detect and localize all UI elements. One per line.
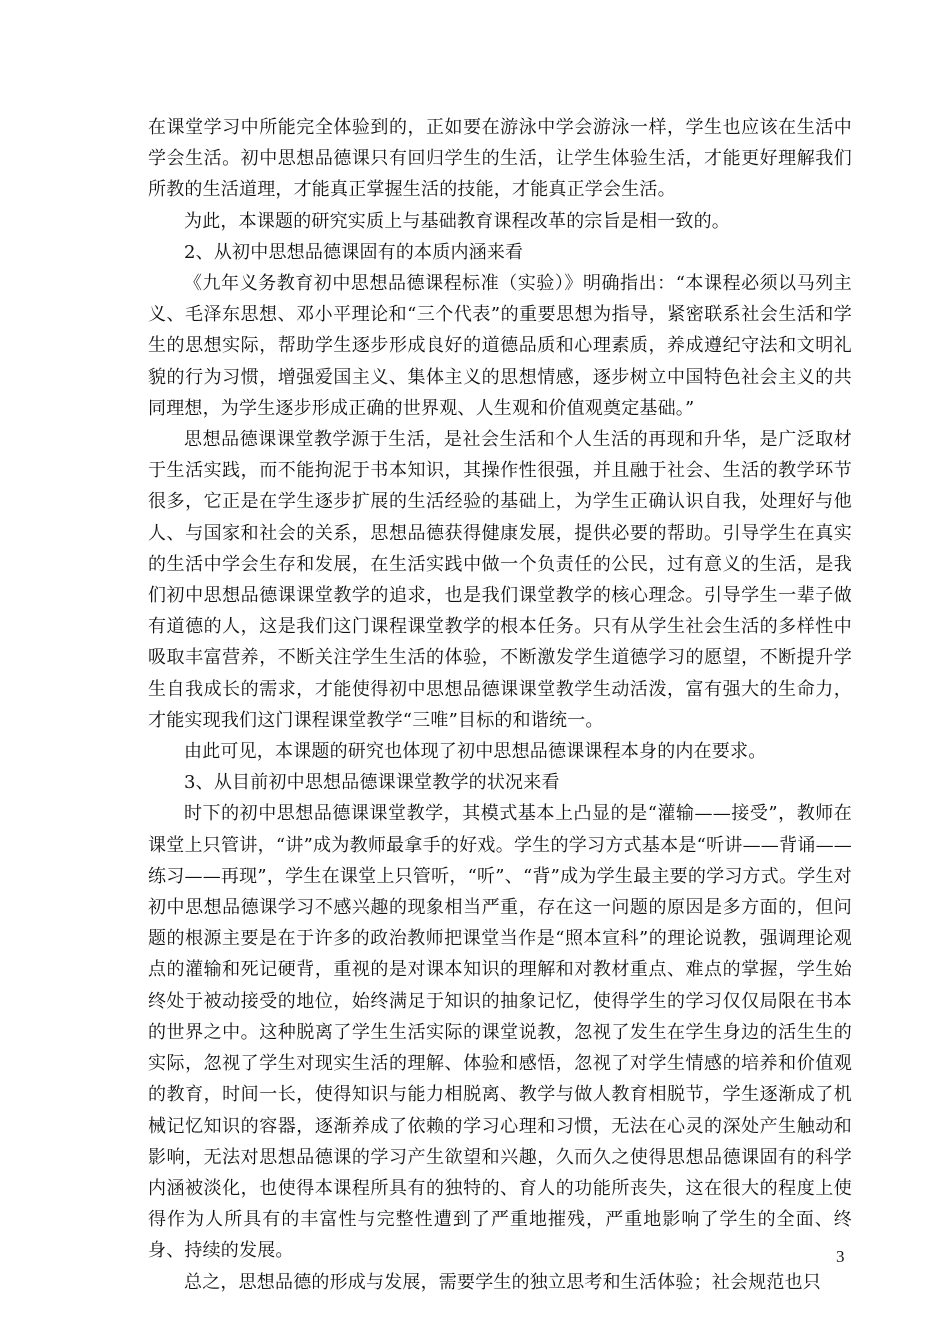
document-body (148, 112, 852, 1298)
section-heading: 3、从目前初中思想品德课课堂教学的状况来看 (184, 772, 560, 794)
page-number: 3 (836, 1247, 845, 1266)
paragraph: 思想品德课课堂教学源于生活，是社会生活和个人生活的再现和升华，是广泛取材于生活实践，而不能拘泥于书本知识，其操作性很强，并且融于社会、生活的教学环节很多，它正是在学生逐步扩展的生活经验的基础上，为学生正确认识自我，处理好与他人、与国家和社会的关系，思想品德获得健康发展，提供必要的帮助。引导学生在真实的生活中学会生存和发展，在生活实践中做一个负责任的公民，过有意义的生活，是我们初中思想品德课课堂教学的追求，也是我们课堂教学的核心理念。引导学生一辈子做有道德的人，这是我们这门课程课堂教学的根本任务。只有从学生社会生活的多样性中吸取丰富营养，不断关注学生生活的体验，不断激发学生道德学习的愿望，不断提升学生自我成长的需求，才能使得初中思想品德课课堂教学生动活泼，富有强大的生命力，才能实现我们这门课程课堂教学“三唯”目标的和谐统一。 (148, 429, 852, 731)
paragraph: 由此可见，本课题的研究也体现了初中思想品德课课程本身的内在要求。 (184, 741, 767, 763)
paragraph: 总之，思想品德的形成与发展，需要学生的独立思考和生活体验；社会规范也只 (184, 1271, 821, 1293)
section-heading: 2、从初中思想品德课固有的本质内涵来看 (184, 241, 524, 263)
paragraph: 为此，本课题的研究实质上与基础教育课程改革的宗旨是相一致的。 (184, 210, 730, 232)
paragraph: 《九年义务教育初中思想品德课程标准（实验）》明确指出：“本课程必须以马列主义、毛泽东思想、邓小平理论和“三个代表”的重要思想为指导，紧密联系社会生活和学生的思想实际，帮助学生逐步形成良好的道德品质和心理素质，养成遵纪守法和文明礼貌的行为习惯，增强爱国主义、集体主义的思想情感，逐步树立中国特色社会主义的共同理想，为学生逐步形成正确的世界观、人生观和价值观奠定基础。” (148, 273, 852, 419)
paragraph: 在课堂学习中所能完全体验到的，正如要在游泳中学会游泳一样，学生也应该在生活中学会生活。初中思想品德课只有回归学生的生活，让学生体验生活，才能更好理解我们所教的生活道理，才能真正掌握生活的技能，才能真正学会生活。 (148, 117, 852, 201)
paragraph: 时下的初中思想品德课课堂教学，其模式基本上凸显的是“灌输——接受”，教师在课堂上只管讲，“讲”成为教师最拿手的好戏。学生的学习方式基本是“听讲——背诵——练习——再现”，学生在课堂上只管听，“听”、“背”成为学生最主要的学习方式。学生对初中思想品德课学习不感兴趣的现象相当严重，存在这一问题的原因是多方面的，但问题的根源主要是在于许多的政治教师把课堂当作是“照本宣科”的理论说教，强调理论观点的灌输和死记硬背，重视的是对课本知识的理解和对教材重点、难点的掌握，学生始终处于被动接受的地位，始终满足于知识的抽象记忆，使得学生的学习仅仅局限在书本的世界之中。这种脱离了学生生活实际的课堂说教，忽视了发生在学生身边的活生生的实际，忽视了学生对现实生活的理解、体验和感悟，忽视了对学生情感的培养和价值观的教育，时间一长，使得知识与能力相脱离、教学与做人教育相脱节，学生逐渐成了机械记忆知识的容器，逐渐养成了依赖的学习心理和习惯，无法在心灵的深处产生触动和影响，无法对思想品德课的学习产生欲望和兴趣，久而久之使得思想品德课固有的科学内涵被淡化，也使得本课程所具有的独特的、育人的功能所丧失，这在很大的程度上使得作为人所具有的丰富性与完整性遭到了严重地摧残，严重地影响了学生的全面、终身、持续的发展。 (148, 803, 852, 1262)
